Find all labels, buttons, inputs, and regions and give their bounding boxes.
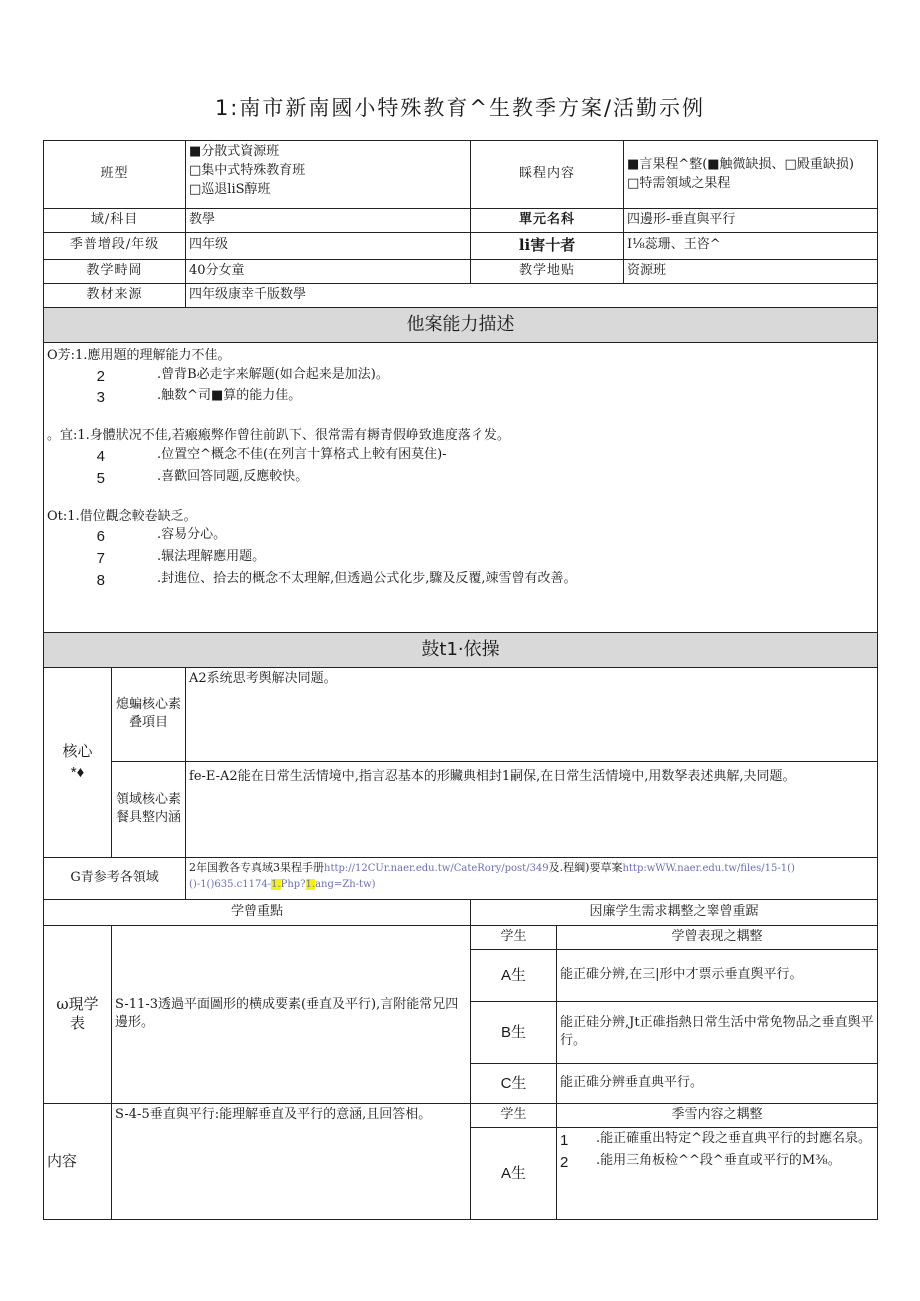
core-label: 核心 *♦ — [44, 667, 112, 857]
reference-label: G青参考各領域 — [44, 857, 186, 899]
course-option: □特需領域之果程 — [627, 175, 731, 191]
course-options — [624, 141, 878, 209]
designer-value: I⅛蕊珊、王咨^ — [624, 233, 878, 260]
reference-link[interactable]: ang=Zh-tw) — [315, 879, 376, 891]
ability-item: 3 .触数^司■算的能力佳。 — [96, 388, 302, 407]
student-col-header: 学生 — [471, 1103, 557, 1127]
class-type-option: ■分散式資源班 — [189, 144, 280, 159]
student-adjustment: 能正碓分辨,在三|形中才票示垂直舆平行。 — [557, 949, 878, 1001]
student-col-header: 学生 — [471, 925, 557, 949]
ability-item: 5 .喜歡回答同题,反應較快。 — [96, 468, 309, 487]
ability-group-head: Ot:1.借位觀念較卷缺乏。 — [47, 508, 197, 524]
ability-item: 8 .封進位、拾去的概念不太理解,但透過公式化步,驟及反覆,竦雪曾有改善。 — [96, 570, 577, 589]
course-option: ■言果程^整(■触微缺损、□殿重缺损) — [627, 156, 854, 172]
designer-label: li害十者 — [471, 233, 624, 260]
content-item: 1 .能正確重出特定^段之垂直典平行的封應名泉。 — [560, 1130, 872, 1149]
reference-text: 及.程綱)要草案 — [548, 860, 623, 874]
place-label: 教学地贴 — [471, 259, 624, 283]
unit-label: 單元名科 — [471, 209, 624, 233]
content-label: 内容 — [44, 1103, 112, 1219]
reference-text: 2年国教各专真域3果程手册 — [189, 860, 325, 874]
reference-link[interactable]: Php? — [280, 879, 306, 891]
grade-label: 季普增段/年级 — [44, 233, 186, 260]
material-value: 四年级康幸千版数學 — [186, 283, 878, 307]
ability-group-head: O芳:1.應用題的理解能力不佳。 — [47, 347, 231, 363]
content-value: S-4-5垂直與平行:能理解垂直及平行的意涵,且回答相。 — [112, 1103, 471, 1219]
material-label: 教材来源 — [44, 283, 186, 307]
basis-heading: 鼓t1·依操 — [44, 632, 878, 667]
reference-link[interactable]: http://12CUr.naer.edu.tw/CateRory/post/349 — [324, 862, 549, 874]
focus-left-header: 学曾重點 — [44, 899, 471, 925]
class-type-option: □集中式特殊教育班 — [189, 162, 306, 178]
content-item: 2 .能用三角板检^^段^垂直或平行的M⅜。 — [560, 1152, 841, 1171]
time-value: 40分女童 — [186, 259, 471, 283]
lesson-plan-table — [43, 140, 878, 1220]
reference-link[interactable]: http:wWW.naer.edu.tw/files/15-1()()-1()635.c1174- — [189, 862, 795, 891]
subject-label: 域/科目 — [44, 209, 186, 233]
ability-item: 4 .位置空^概念不佳(在列言十算格式上較有困莫住)- — [96, 447, 447, 466]
student-adjustment: 能正碓分辨垂直典平行。 — [557, 1063, 878, 1103]
ability-description — [44, 342, 878, 632]
student-adjustment: 能正硅分辨,Jt正碓指熱日常生活中常免物品之垂直舆平行。 — [557, 1001, 878, 1063]
reference-highlight: 1. — [271, 879, 281, 891]
student-name: A生 — [471, 949, 557, 1001]
student-name: B生 — [471, 1001, 557, 1063]
course-label: 睬程内容 — [471, 141, 624, 209]
performance-col-header: 学曾表现之耦整 — [557, 925, 878, 949]
grade-value: 四年级 — [186, 233, 471, 260]
performance-value: S-11-3透過平面圖形的横成要素(垂直及平行),言附能常兄四邊形。 — [112, 925, 471, 1103]
domain-core-value: fe-E-A2能在日常生活情境中,指言忍基本的形贜典相封1嗣保,在日常生活情境中,用数孥表述典解,夬同题。 — [186, 761, 878, 857]
focus-right-header: 因廉学生需求耦整之睾曾重踞 — [471, 899, 878, 925]
place-value: 资源班 — [624, 259, 878, 283]
reference-value — [186, 857, 878, 899]
unit-value: 四邊形-垂直與平行 — [624, 209, 878, 233]
content-col-header: 季雪内容之耦整 — [557, 1103, 878, 1127]
class-type-option: □巡退liS醇班 — [189, 181, 271, 197]
core-item-label: 熄蝙核心素叠項目 — [112, 667, 186, 761]
domain-core-label: 領域核心素餐具整内涵 — [112, 761, 186, 857]
subject-value: 教學 — [186, 209, 471, 233]
ability-group-head: 。宜:1.身體狀况不佳,若瘢瘢弊作曾往前趴下、很常需有耨青假峥致進度落彳发。 — [47, 428, 510, 444]
page-title: 1:南市新南國小特殊教育^生教季方案/活勤示例 — [214, 96, 706, 120]
ability-item: 6 .容易分心。 — [96, 527, 227, 546]
ability-heading: 他案能力描述 — [44, 307, 878, 342]
content-adjustments — [557, 1127, 878, 1219]
student-name: C生 — [471, 1063, 557, 1103]
ability-item: 2 .曾背B必走字来解题(如合起来是加法)。 — [96, 366, 389, 385]
class-type-label: 班型 — [44, 141, 186, 209]
ability-item: 7 .辗法理解應用题。 — [96, 549, 266, 568]
time-label: 教学畤岡 — [44, 259, 186, 283]
core-item-value: A2系统思考舆解决同题。 — [186, 667, 878, 761]
reference-highlight: 1. — [305, 879, 316, 891]
performance-label: ω現学表 — [44, 925, 112, 1103]
class-type-options — [186, 141, 471, 209]
student-name: A生 — [471, 1127, 557, 1219]
